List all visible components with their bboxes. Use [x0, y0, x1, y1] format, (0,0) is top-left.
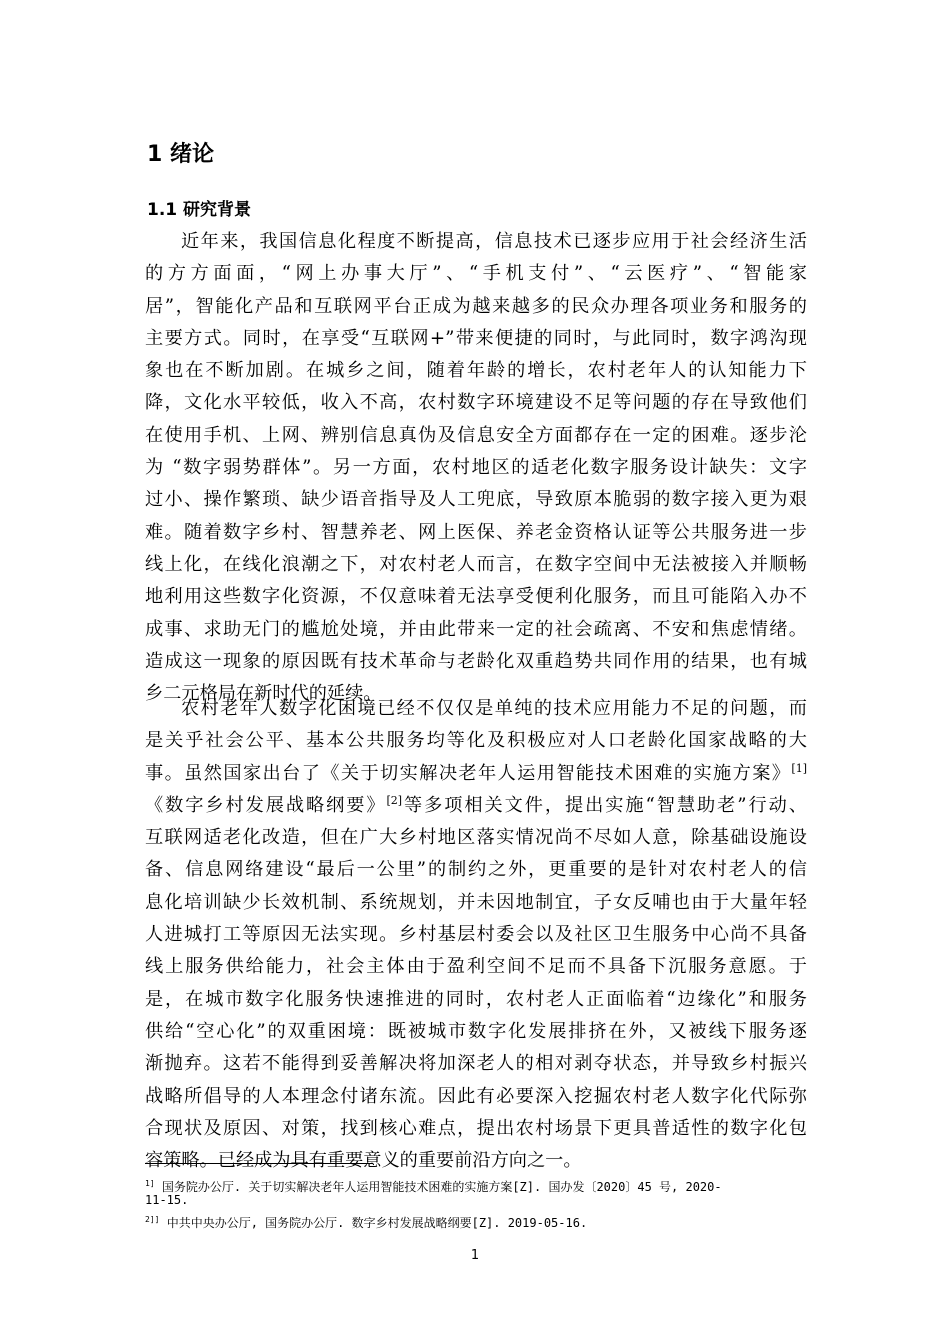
footnote-divider [145, 1163, 373, 1164]
text-line: 居”，智能化产品和互联网平台正成为越来越多的民众办理各项业务和服务的 [145, 295, 807, 317]
text-line: 是，在城市数字化服务快速推进的同时，农村老人正面临着“边缘化”和服务 [145, 988, 807, 1010]
text-line-with-ref [145, 758, 807, 790]
paragraph-2 [145, 693, 807, 1177]
text-line: 互联网适老化改造，但在广大乡村地区落实情况尚不尽如人意，除基础设施设 [145, 827, 807, 849]
text-segment: 等多项相关文件，提出实施“智慧助老”行动、 [402, 794, 807, 816]
text-line: 供给“空心化”的双重困境：既被城市数字化发展排挤在外，又被线下服务逐 [145, 1020, 807, 1042]
section-heading: 1.1 研究背景 [147, 200, 252, 220]
text-line: 线上化，在线化浪潮之下，对农村老人而言，在数字空间中无法被接入并顺畅 [145, 553, 807, 575]
citation-ref-2: [2] [386, 793, 403, 807]
footnote-2 [145, 1211, 807, 1228]
text-line: 息化培训缺少长效机制、系统规划，并未因地制宜，子女反哺也由于大量年轻 [145, 891, 807, 913]
footnote-mark: 1] [145, 1179, 155, 1188]
text-line: 的方方面面，“网上办事大厅”、“手机支付”、“云医疗”、“智能家 [145, 263, 807, 285]
footnote-line [145, 1175, 807, 1192]
footnote-text: 国务院办公厅. 关于切实解决老年人运用智能技术困难的实施方案[Z]. 国办发〔2020〕45 号, 2020- [161, 1180, 722, 1194]
text-line: 成事、求助无门的尴尬处境，并由此带来一定的社会疏离、不安和焦虑情绪。 [145, 618, 807, 640]
chapter-heading: 1 绪论 [147, 142, 214, 167]
text-line: 线上服务供给能力，社会主体由于盈利空间不足而不具备下沉服务意愿。于 [145, 956, 807, 978]
text-line: 为 “数字弱势群体”。另一方面，农村地区的适老化数字服务设计缺失：文字 [145, 457, 807, 479]
text-line: 乡二元格局在新时代的延续。 [145, 683, 382, 705]
footnote-text: 中共中央办公厅, 国务院办公厅. 数字乡村发展战略纲要[Z]. 2019-05-16. [166, 1216, 588, 1230]
text-line: 战略所倡导的人本理念付诸东流。因此有必要深入挖掘农村老人数字化代际弥 [145, 1085, 807, 1107]
text-line: 造成这一现象的原因既有技术革命与老龄化双重趋势共同作用的结果，也有城 [145, 650, 807, 672]
text-line: 合现状及原因、对策，找到核心难点，提出农村场景下更具普适性的数字化包 [145, 1117, 807, 1139]
text-line: 备、信息网络建设“最后一公里”的制约之外，更重要的是针对农村老人的信 [145, 859, 807, 881]
footnote-mark: 2]] [145, 1215, 160, 1224]
footnote-1 [145, 1175, 807, 1209]
text-line: 主要方式。同时，在享受“互联网+”带来便捷的同时，与此同时，数字鸿沟现 [145, 327, 807, 349]
text-segment: 《数字乡村发展战略纲要》 [145, 794, 387, 816]
text-line: 地利用这些数字化资源，不仅意味着无法享受便利化服务，而且可能陷入办不 [145, 586, 807, 608]
text-line: 近年来，我国信息化程度不断提高，信息技术已逐步应用于社会经济生活 [181, 231, 807, 252]
footnote-line [145, 1211, 807, 1228]
footnote-line: 11-15. [145, 1193, 189, 1207]
text-line: 降，文化水平较低，收入不高，农村数字环境建设不足等问题的存在导致他们 [145, 392, 807, 414]
text-line: 是关乎社会公平、基本公共服务均等化及积极应对人口老龄化国家战略的大 [145, 730, 807, 752]
text-line: 象也在不断加剧。在城乡之间，随着年龄的增长，农村老年人的认知能力下 [145, 360, 807, 382]
citation-ref-1: [1] [791, 761, 807, 775]
text-line: 难。随着数字乡村、智慧养老、网上医保、养老金资格认证等公共服务进一步 [145, 521, 807, 543]
text-line: 农村老年人数字化困境已经不仅仅是单纯的技术应用能力不足的问题，而 [181, 698, 807, 719]
text-line: 渐抛弃。这若不能得到妥善解决将加深老人的相对剥夺状态，并导致乡村振兴 [145, 1053, 807, 1075]
page-number: 1 [470, 1248, 480, 1263]
text-line-with-ref [145, 790, 807, 822]
paragraph-1 [145, 226, 807, 710]
text-segment: 事。虽然国家出台了《关于切实解决老年人运用智能技术困难的实施方案》 [145, 762, 792, 784]
text-line: 人进城打工等原因无法实现。乡村基层村委会以及社区卫生服务中心尚不具备 [145, 924, 807, 946]
text-line: 容策略。已经成为具有重要意义的重要前沿方向之一。 [145, 1150, 582, 1172]
text-line: 过小、操作繁琐、缺少语音指导及人工兜底，导致原本脆弱的数字接入更为艰 [145, 489, 807, 511]
text-line: 在使用手机、上网、辨别信息真伪及信息安全方面都存在一定的困难。逐步沦 [145, 424, 807, 446]
